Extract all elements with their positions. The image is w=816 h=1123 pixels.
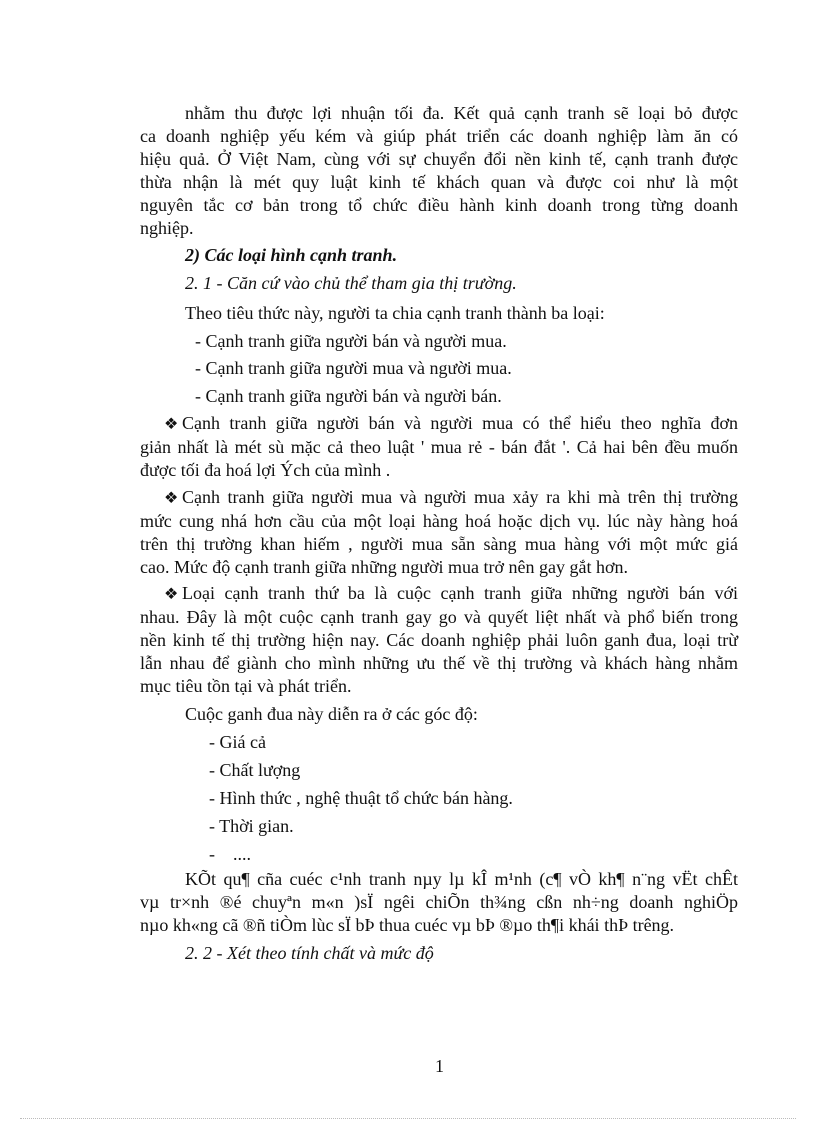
page-bottom-divider: [20, 1118, 796, 1119]
paragraph-intro: [140, 102, 738, 240]
text-line: nµo kh«ng cã ®ñ tiÒm lùc sÏ bÞ thua cuéc vµ bÞ ®µo th¶i khái thÞ trêng.: [140, 915, 675, 935]
text-line: được tối đa hoá lợi Ých của mình .: [140, 460, 391, 480]
list-item: - ....: [209, 844, 251, 864]
text-line: vµ tr×nh ®é chuyªn m«n )sÏ ngêi chiÕn th¾ng cßn nh÷ng doanh nghiÖp: [140, 892, 738, 912]
bullet-paragraph: [140, 486, 738, 579]
text-line: ca doanh nghiệp yếu kém và giúp phát triển các doanh nghiệp làm ăn có: [140, 126, 738, 146]
text-line: mục tiêu tồn tại và phát triển.: [140, 676, 352, 696]
list-item: - Thời gian.: [209, 816, 294, 836]
text-line: giản nhất là mét sù mặc cả theo luật ' mua rẻ - bán đắt '. Cả hai bên đều muốn: [140, 437, 738, 457]
section-heading: 2) Các loại hình cạnh tranh.: [185, 245, 398, 265]
list-item: - Cạnh tranh giữa người mua và người mua.: [195, 358, 512, 378]
text-line: nghiệp.: [140, 218, 194, 238]
bullet-paragraph: [140, 582, 738, 698]
list-item: - Chất lượng: [209, 760, 301, 780]
text-line: lẫn nhau để giành cho mình những ưu thế về thị trường và khách hàng nhằm: [140, 653, 738, 673]
text-line: hiệu quả. Ở Việt Nam, cùng với sự chuyển đổi nền kinh tế, cạnh tranh được: [140, 149, 738, 169]
list-item: - Giá cả: [209, 732, 266, 752]
text-line: nguyên tắc cơ bản trong tổ chức điều hành kinh doanh trong từng doanh: [140, 195, 738, 215]
bullet-paragraph: [140, 412, 738, 482]
list-item: - Cạnh tranh giữa người bán và người bán.: [195, 386, 502, 406]
list-item: - Cạnh tranh giữa người bán và người mua.: [195, 331, 507, 351]
subsection-title: 2. 2 - Xét theo tính chất và mức độ: [185, 943, 434, 963]
subsection-title: 2. 1 - Căn cứ vào chủ thể tham gia thị trường.: [185, 273, 517, 293]
criteria-text: Theo tiêu thức này, người ta chia cạnh tranh thành ba loại:: [185, 303, 605, 323]
diamond-bullet-icon: ❖: [164, 490, 179, 507]
text-line: KÕt qu¶ cña cuéc c¹nh tranh nµy lµ kÎ m¹nh (c¶ vÒ kh¶ n¨ng vËt chÊt: [185, 869, 738, 889]
text-line: ❖ Cạnh tranh giữa người bán và người mua có thể hiểu theo nghĩa đơn: [140, 412, 738, 436]
text-line: trên thị trường khan hiếm , người mua sẵn sàng mua hàng với một mức giá: [140, 534, 738, 554]
text-line: cao. Mức độ cạnh tranh giữa những người mua trở nên gay gắt hơn.: [140, 557, 628, 577]
text-line: thừa nhận là mét quy luật kinh tế khách quan và được coi như là một: [140, 172, 738, 192]
text-line: ❖ Cạnh tranh giữa người mua và người mua xảy ra khi mà trên thị trường: [140, 486, 738, 510]
text-line: mức cung nhá hơn cầu của một loại hàng hoá hoặc dịch vụ. lúc này hàng hoá: [140, 511, 738, 531]
text-line: ❖ Loại cạnh tranh thứ ba là cuộc cạnh tranh giữa những người bán với: [140, 582, 738, 606]
diamond-bullet-icon: ❖: [164, 586, 179, 603]
text-line: nhau. Đây là một cuộc cạnh tranh gay go và quyết liệt nhất và phổ biến trong: [140, 607, 738, 627]
list-item: - Hình thức , nghệ thuật tổ chức bán hàng.: [209, 788, 513, 808]
page-number: 1: [435, 1056, 444, 1076]
diamond-bullet-icon: ❖: [164, 416, 179, 433]
aspects-intro: Cuộc ganh đua này diễn ra ở các góc độ:: [185, 704, 478, 724]
garbled-paragraph: [140, 868, 738, 937]
text-line: nhằm thu được lợi nhuận tối đa. Kết quả cạnh tranh sẽ loại bỏ được: [185, 103, 738, 123]
text-line: nền kinh tế thị trường hiện nay. Các doanh nghiệp phải luôn ganh đua, loại trừ: [140, 630, 738, 650]
